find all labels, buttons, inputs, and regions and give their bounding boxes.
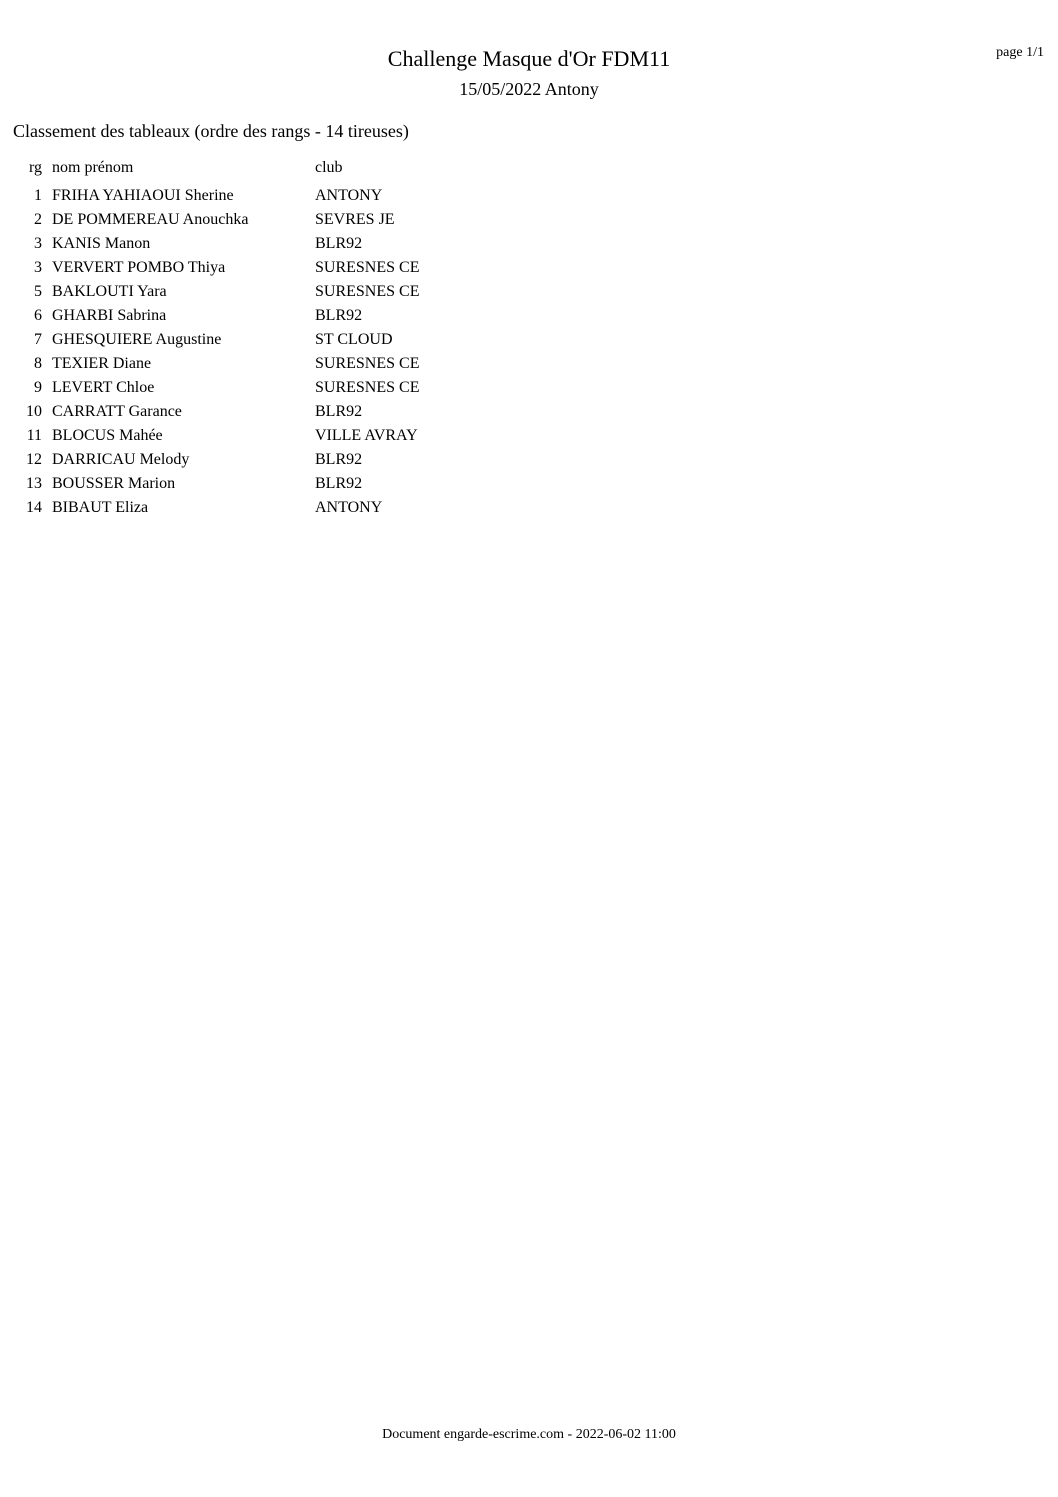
name-cell: BOUSSER Marion — [52, 475, 176, 492]
table-row — [14, 424, 419, 448]
table-header-row — [14, 156, 419, 184]
rank-cell: 14 — [26, 499, 42, 516]
club-cell: BLR92 — [315, 451, 363, 468]
rank-cell: 5 — [34, 283, 42, 300]
club-cell: BLR92 — [315, 307, 363, 324]
name-cell: TEXIER Diane — [52, 355, 152, 372]
rank-cell: 2 — [34, 211, 42, 228]
name-cell: BAKLOUTI Yara — [52, 283, 167, 300]
name-cell: VERVERT POMBO Thiya — [52, 259, 226, 276]
ranking-table — [14, 156, 419, 520]
club-cell: BLR92 — [315, 235, 363, 252]
document-subtitle: 15/05/2022 Antony — [459, 79, 599, 99]
club-cell: ANTONY — [315, 499, 383, 516]
page-number: page 1/1 — [996, 45, 1044, 60]
club-cell: SURESNES CE — [315, 283, 420, 300]
club-cell: SEVRES JE — [315, 211, 395, 228]
document-footer: Document engarde-escrime.com - 2022-06-02 11:00 — [382, 1427, 676, 1442]
club-cell: ANTONY — [315, 187, 383, 204]
rank-cell: 11 — [26, 427, 42, 444]
table-row — [14, 400, 419, 424]
table-row — [14, 472, 419, 496]
table-row — [14, 352, 419, 376]
rank-cell: 3 — [34, 235, 42, 252]
name-cell: FRIHA YAHIAOUI Sherine — [52, 187, 234, 204]
table-row — [14, 256, 419, 280]
rank-cell: 12 — [26, 451, 42, 468]
rank-cell: 3 — [34, 259, 42, 276]
rank-cell: 7 — [34, 331, 42, 348]
table-row — [14, 328, 419, 352]
column-header-club: club — [315, 159, 343, 176]
rank-cell: 9 — [34, 379, 42, 396]
column-header-rank: rg — [28, 159, 42, 176]
club-cell: BLR92 — [315, 403, 363, 420]
rank-cell: 10 — [26, 403, 42, 420]
table-row — [14, 208, 419, 232]
table-row — [14, 184, 419, 208]
club-cell: SURESNES CE — [315, 379, 420, 396]
club-cell: SURESNES CE — [315, 355, 420, 372]
rank-cell: 13 — [26, 475, 42, 492]
table-row — [14, 304, 419, 328]
table-row — [14, 232, 419, 256]
table-row — [14, 448, 419, 472]
rank-cell: 8 — [34, 355, 42, 372]
section-heading: Classement des tableaux (ordre des rangs - 14 tireuses) — [13, 121, 409, 141]
name-cell: DARRICAU Melody — [52, 451, 190, 468]
name-cell: KANIS Manon — [52, 235, 151, 252]
club-cell: BLR92 — [315, 475, 363, 492]
name-cell: LEVERT Chloe — [52, 379, 155, 396]
club-cell: ST CLOUD — [315, 331, 393, 348]
rank-cell: 1 — [34, 187, 42, 204]
column-header-name: nom prénom — [52, 159, 134, 176]
document-title: Challenge Masque d'Or FDM11 — [387, 46, 671, 71]
table-row — [14, 496, 419, 520]
name-cell: GHESQUIERE Augustine — [52, 331, 222, 348]
rank-cell: 6 — [34, 307, 42, 324]
name-cell: CARRATT Garance — [52, 403, 182, 420]
name-cell: DE POMMEREAU Anouchka — [52, 211, 249, 228]
name-cell: BLOCUS Mahée — [52, 427, 163, 444]
club-cell: SURESNES CE — [315, 259, 420, 276]
name-cell: GHARBI Sabrina — [52, 307, 167, 324]
club-cell: VILLE AVRAY — [315, 427, 418, 444]
table-row — [14, 376, 419, 400]
name-cell: BIBAUT Eliza — [52, 499, 149, 516]
table-row — [14, 280, 419, 304]
